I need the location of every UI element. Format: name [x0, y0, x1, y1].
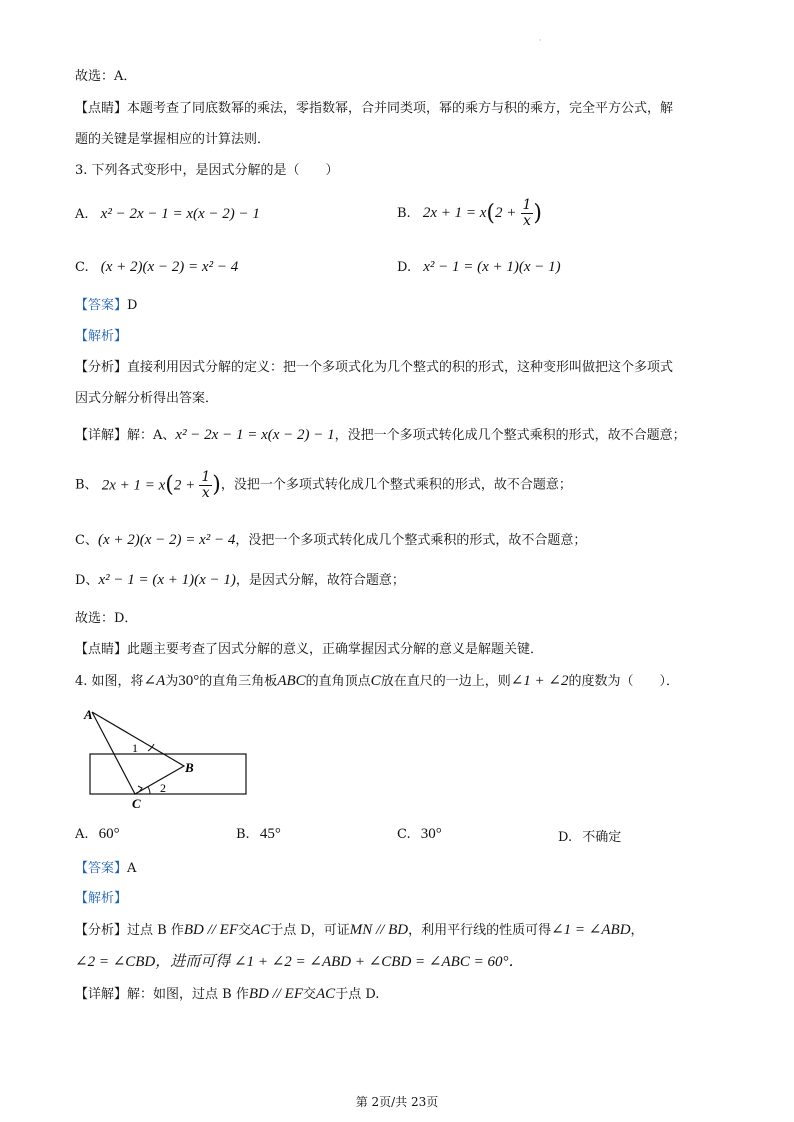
- q3-answer: [75, 297, 137, 315]
- option-expr: 2x + 1 = x: [422, 205, 487, 221]
- q4-fenxi: [75, 921, 644, 940]
- analysis-tag: 【解析】: [75, 891, 128, 906]
- option-label: A.: [75, 827, 89, 842]
- xiangjie-part: 于点 D.: [335, 987, 380, 1002]
- xiangjie-tag: 【详解】: [75, 428, 128, 443]
- fraction-numerator: 1: [201, 469, 211, 485]
- q3-dianjing: [75, 641, 543, 659]
- xiangjie-math: BD // EF: [248, 986, 303, 1002]
- xiangjie-b-expr: 2x + 1 = x: [101, 477, 166, 494]
- q4-stem: [75, 672, 679, 691]
- q4-stem-part: 的度数为（ ）．: [568, 674, 679, 689]
- angle-2-arc: [148, 787, 150, 794]
- option-expr: x² − 2x − 1 = x(x − 2) − 1: [100, 206, 260, 222]
- fraction: [521, 198, 534, 229]
- fenxi-part: 过点 B 作: [127, 923, 184, 938]
- fenxi-math: AC: [251, 922, 271, 938]
- analysis-tag: 【解析】: [75, 329, 128, 344]
- q4-stem-part: 4. 如图，将: [75, 674, 144, 689]
- fraction-denominator: x: [201, 485, 210, 501]
- dianjing-tag: 【点睛】: [75, 642, 128, 657]
- label-2: 2: [160, 781, 166, 795]
- q4-option-b: [236, 826, 281, 843]
- q4-stem-math: ∠A: [143, 673, 166, 689]
- xiangjie-a-pre: 解：A、: [127, 428, 176, 443]
- xiangjie-c-pre: C、: [75, 533, 98, 548]
- dianjing-text: 此题主要考查了因式分解的意义，正确掌握因式分解的意义是解题关键．: [127, 642, 544, 657]
- q4-option-c: [397, 826, 442, 843]
- label-b: B: [185, 760, 194, 775]
- option-label: B.: [397, 206, 411, 221]
- fenxi-math: ∠1 = ∠ABD: [551, 922, 631, 938]
- q4-stem-math: C: [370, 673, 381, 689]
- q3-fenxi: [75, 359, 673, 377]
- q4-stem-part: 为: [165, 674, 179, 689]
- answer-tag: 【答案】: [75, 298, 128, 313]
- prev-choice: 故选：A．: [75, 69, 137, 84]
- q3-option-c: [75, 259, 238, 276]
- q4-stem-part: 的直角顶点: [305, 674, 371, 689]
- xiangjie-tag: 【详解】: [75, 987, 128, 1002]
- q4-stem-math: 30°: [178, 673, 200, 689]
- q4-option-a: [75, 826, 120, 843]
- fenxi-part: ，: [630, 923, 644, 938]
- option-label: D.: [558, 830, 573, 845]
- q4-stem-math: ABC: [277, 673, 306, 689]
- q3-analysis-tag: [75, 328, 127, 346]
- q4-fenxi-cont: [75, 953, 523, 972]
- fenxi-part: 于点 D，可证: [270, 923, 350, 938]
- page-footer: 第 2页/共 23页: [355, 1095, 439, 1109]
- answer-value: D: [127, 298, 138, 313]
- xiangjie-d-expr: x² − 1 = (x + 1)(x − 1): [98, 572, 236, 588]
- q3-xiangjie-d: [75, 571, 405, 590]
- xiangjie-a-expr: x² − 2x − 1 = x(x − 2) − 1: [175, 427, 335, 443]
- q4-figure: [80, 702, 255, 812]
- label-1: 1: [132, 741, 138, 755]
- q4-stem-math: ∠1 + ∠2: [510, 673, 569, 689]
- fenxi-part: ，利用平行线的性质可得: [408, 923, 552, 938]
- xiangjie-d-post: ，是因式分解，故符合题意；: [235, 573, 405, 588]
- triangle: [92, 712, 184, 794]
- xiangjie-math: AC: [316, 986, 336, 1002]
- fraction: [199, 470, 212, 501]
- fraction-denominator: x: [523, 213, 531, 229]
- fenxi-text: 直接利用因式分解的定义：把一个多项式化为几个整式的积的形式，这种变形叫做把这个多项式: [127, 360, 674, 375]
- xiangjie-b-post: ，没把一个多项式转化成几个整式乘积的形式，故不合题意；: [220, 477, 572, 493]
- q3-option-b: B. 2x + 1 = x(2 + $\frac{1}{x}$ ): [397, 197, 543, 229]
- q3-choice: 故选：D．: [75, 611, 138, 626]
- ruler: [90, 754, 246, 794]
- q4-option-d: [558, 826, 621, 845]
- label-a: A: [84, 707, 93, 722]
- option-label: C.: [75, 260, 89, 275]
- q3-fenxi-cont: 因式分解分析得出答案．: [75, 391, 219, 406]
- option-expr: x² − 1 = (x + 1)(x − 1): [423, 259, 561, 275]
- xiangjie-d-pre: D、: [75, 573, 99, 588]
- option-value: 45°: [259, 826, 281, 842]
- dianjing-tag: 【点睛】: [75, 101, 128, 116]
- option-label: A.: [75, 207, 89, 222]
- option-value: 不确定: [582, 830, 622, 845]
- option-expr-pre: 2 +: [494, 205, 517, 221]
- xiangjie-c-expr: (x + 2)(x − 2) = x² − 4: [97, 532, 236, 548]
- q4-analysis-tag: [75, 890, 127, 908]
- fenxi-tag: 【分析】: [75, 923, 128, 938]
- fenxi-math: MN // BD: [349, 922, 409, 938]
- fenxi-part: 交: [238, 923, 252, 938]
- q4-stem-part: 的直角三角板: [199, 674, 278, 689]
- q3-xiangjie-a: [75, 426, 686, 445]
- q4-answer: [75, 860, 136, 878]
- q3-option-d: [397, 259, 561, 276]
- xiangjie-b-pre: B、: [75, 477, 98, 493]
- fenxi-tag: 【分析】: [75, 360, 128, 375]
- q3-stem: 3. 下列各式变形中，是因式分解的是（ ）: [75, 163, 339, 178]
- right-angle-mark: [138, 786, 142, 792]
- fenxi-math-line: ∠2 = ∠CBD，进而可得 ∠1 + ∠2 = ∠ABD + ∠CBD = ∠ABC = 60°．: [75, 954, 524, 970]
- xiangjie-c-post: ，没把一个多项式转化成几个整式乘积的形式，故不合题意；: [235, 533, 587, 548]
- fraction-numerator: 1: [522, 197, 532, 213]
- xiangjie-part: 交: [303, 987, 317, 1002]
- option-label: D.: [397, 260, 412, 275]
- label-c: C: [132, 796, 141, 811]
- q4-stem-part: 放在直尺的一边上，则: [380, 674, 511, 689]
- top-mark: ·: [539, 36, 542, 45]
- xiangjie-part: 解：如图，过点 B 作: [127, 987, 249, 1002]
- q4-xiangjie: [75, 985, 379, 1004]
- q3-xiangjie-c: [75, 531, 586, 550]
- xiangjie-a-post: ，没把一个多项式转化成几个整式乘积的形式，故不合题意；: [334, 428, 686, 443]
- dianjing-text: 本题考查了同底数幂的乘法，零指数幂，合并同类项，幂的乘方与积的乘方，完全平方公式，解: [127, 101, 674, 116]
- fenxi-math: BD // EF: [183, 922, 238, 938]
- prev-dianjing: [75, 100, 673, 118]
- xiangjie-b-expr-pre: 2 +: [173, 477, 196, 494]
- prev-dianjing-cont: 题的关键是掌握相应的计算法则．: [75, 132, 271, 147]
- answer-tag: 【答案】: [75, 861, 128, 876]
- q3-option-a: [75, 206, 260, 223]
- option-value: 30°: [420, 826, 442, 842]
- option-label: C.: [397, 827, 411, 842]
- option-label: B.: [236, 827, 250, 842]
- option-value: 60°: [98, 826, 120, 842]
- q3-xiangjie-b: B、 2x + 1 = x(2 + $\frac{1}{x}$ )，没把一个多项式转化成几个整式乘积的形式，故不合题意；: [75, 469, 572, 501]
- option-expr: (x + 2)(x − 2) = x² − 4: [100, 259, 239, 275]
- answer-value: A: [127, 861, 137, 876]
